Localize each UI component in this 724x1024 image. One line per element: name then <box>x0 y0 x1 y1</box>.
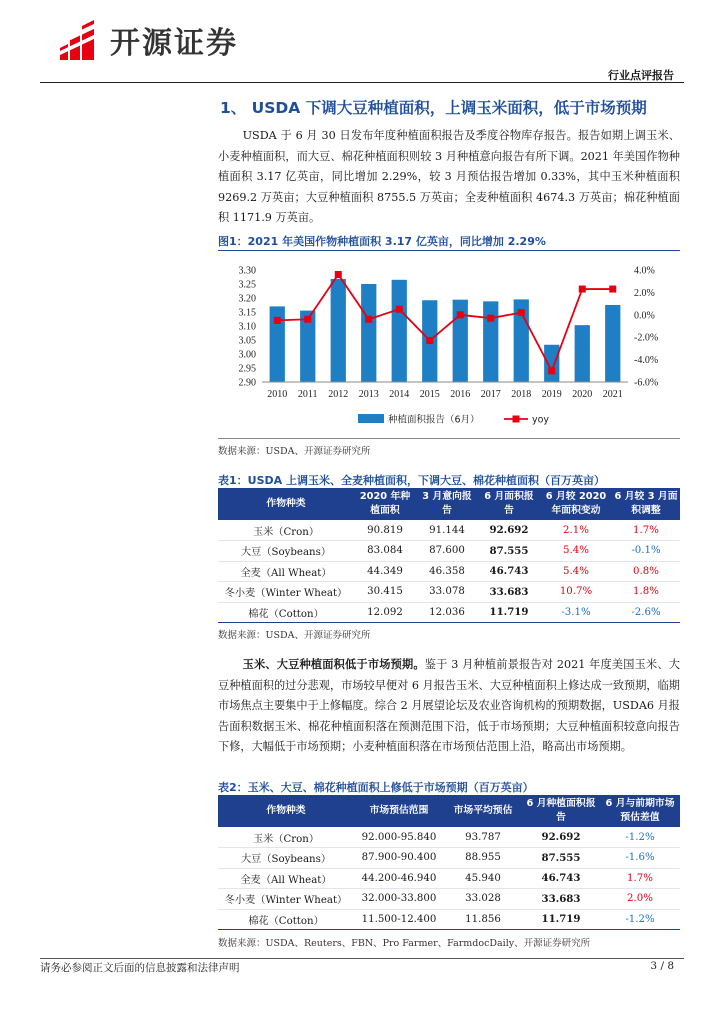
page-number: 3 / 8 <box>650 960 674 972</box>
table2-body <box>218 827 680 930</box>
yoy-point <box>609 286 616 293</box>
chart-bar <box>575 325 590 382</box>
table-cell: 92.692 <box>478 520 540 541</box>
table-cell: 冬小麦（Winter Wheat） <box>218 889 354 910</box>
analysis-lead: 玉米、大豆种植面积低于市场预期。 <box>242 657 425 671</box>
analysis-body: 鉴于 3 月种植前景报告对 2021 年度美国玉米、大豆种植面积的过分悲观，市场较早便对 6 月报告玉米、大豆种植面积上修达成一致预期，临期市场焦点主要集中于上修幅度。综合 2 月展望论坛及农业咨询机构的预期数据，USDA6 月报告面积数据玉米、棉花种植面积落在预测范围下沿，低于市场预期；大豆种植面积较意向报告下修，大幅低于市场预期；小麦种植面积落在市场预估范围上沿，略高出市场预期。 <box>218 658 680 753</box>
analysis-paragraph <box>218 654 680 758</box>
y-right-tick-label: -4.0% <box>634 355 659 367</box>
table-row <box>218 541 680 562</box>
y-left-tick-label: 3.00 <box>238 349 256 361</box>
table-cell: 30.415 <box>354 582 416 603</box>
table-cell: -2.6% <box>612 602 680 623</box>
x-tick-label: 2016 <box>450 389 471 400</box>
table-cell: 87.600 <box>416 541 478 562</box>
table-cell: -3.1% <box>540 602 612 623</box>
table-cell: 87.555 <box>478 541 540 562</box>
table-cell: 10.7% <box>540 582 612 603</box>
chart-bar <box>361 284 376 382</box>
y-left-tick-label: 3.30 <box>238 265 256 277</box>
table-row <box>218 827 680 848</box>
table-row <box>218 848 680 869</box>
intro-paragraph: USDA 于 6 月 30 日发布年度种植面积报告及季度谷物库存报告。报告如期上调玉米、小麦种植面积，而大豆、棉花种植面积则较 3 月种植意向报告有所下调。2021 年美国作物种植面积 3.17 亿英亩，同比增加 2.29%，较 3 月预估报告增加 0.33%，其中玉米种植面积 9269.2 万英亩；大豆种植面积 8755.5 万英亩；全麦种植面积 4674.3 万英亩；棉花种植面积 1171.9 万英亩。 <box>218 129 680 224</box>
yoy-point <box>365 316 372 323</box>
yoy-line <box>277 274 613 370</box>
table-cell: 46.743 <box>478 561 540 582</box>
table-cell: -0.1% <box>612 541 680 562</box>
chart-bar <box>392 280 407 382</box>
y-right-tick-label: -2.0% <box>634 332 659 344</box>
y-right-tick-label: 2.0% <box>634 287 655 299</box>
table-cell: 0.8% <box>612 561 680 582</box>
brand-logo <box>58 18 238 62</box>
table-cell: 11.856 <box>444 909 522 930</box>
y-left-tick-label: 3.25 <box>238 279 256 291</box>
chart-bar <box>331 279 346 382</box>
table-cell: 33.028 <box>444 889 522 910</box>
y-right-tick-label: 4.0% <box>634 265 655 277</box>
x-tick-label: 2018 <box>511 389 532 400</box>
table-cell: 1.7% <box>612 520 680 541</box>
report-type-label: 行业点评报告 <box>608 69 674 82</box>
table-cell: 92.692 <box>522 827 600 848</box>
table-cell: 46.358 <box>416 561 478 582</box>
figure1-source-rule <box>218 438 680 439</box>
table2-source: 数据来源：USDA、Reuters、FBN、Pro Farmer、FarmdocDaily、开源证券研究所 <box>218 938 591 949</box>
table1-header-cell: 3 月意向报告 <box>416 488 478 520</box>
table-cell: 5.4% <box>540 561 612 582</box>
table-cell: -1.6% <box>600 848 680 869</box>
table-cell: 12.092 <box>354 602 416 623</box>
table1 <box>218 488 680 623</box>
table-cell: 83.084 <box>354 541 416 562</box>
table-cell: 5.4% <box>540 541 612 562</box>
table2-header-cell: 市场预估范围 <box>354 795 444 827</box>
table-cell: 2.0% <box>600 889 680 910</box>
table1-source: 数据来源：USDA、开源证券研究所 <box>218 630 371 641</box>
planting-area-chart <box>218 256 680 436</box>
yoy-point <box>396 306 403 313</box>
yoy-point <box>426 337 433 344</box>
table-cell: 大豆（Soybeans） <box>218 541 354 562</box>
table-cell: 44.349 <box>354 561 416 582</box>
brand-name: 开源证券 <box>110 26 238 61</box>
table-cell: 33.683 <box>478 582 540 603</box>
table-row <box>218 909 680 930</box>
table1-header-cell: 作物种类 <box>218 488 354 520</box>
table-cell: 2.1% <box>540 520 612 541</box>
brand-mark-icon <box>58 18 102 62</box>
x-tick-label: 2014 <box>389 389 410 400</box>
table-cell: 88.955 <box>444 848 522 869</box>
table-cell: 冬小麦（Winter Wheat） <box>218 582 354 603</box>
table2-header-cell: 作物种类 <box>218 795 354 827</box>
y-left-tick-label: 3.15 <box>238 307 256 319</box>
table-cell: 90.819 <box>354 520 416 541</box>
table2-header-row <box>218 795 680 827</box>
table-cell: 87.555 <box>522 848 600 869</box>
header-divider <box>40 82 684 83</box>
chart-bar <box>605 305 620 382</box>
table1-caption: 表1：USDA 上调玉米、全麦种植面积，下调大豆、棉花种植面积（百万英亩） <box>218 474 605 487</box>
table-cell: 1.8% <box>612 582 680 603</box>
y-right-tick-label: 0.0% <box>634 310 655 322</box>
x-tick-label: 2011 <box>297 389 318 400</box>
x-tick-label: 2012 <box>328 389 349 400</box>
section-title: 1、 USDA 下调大豆种植面积，上调玉米面积，低于市场预期 <box>220 99 647 117</box>
x-tick-label: 2021 <box>602 389 623 400</box>
table-cell: 91.144 <box>416 520 478 541</box>
table-cell: 棉花（Cotton） <box>218 602 354 623</box>
table1-header-cell: 6 月面积报告 <box>478 488 540 520</box>
y-left-tick-label: 2.90 <box>238 377 256 389</box>
table-cell: 46.743 <box>522 868 600 889</box>
y-left-tick-label: 3.10 <box>238 321 256 333</box>
x-tick-label: 2020 <box>572 389 593 400</box>
figure1-caption-rule <box>218 250 680 251</box>
legend-label: yoy <box>532 414 550 426</box>
table2-header-cell: 6 月与前期市场预估差值 <box>600 795 680 827</box>
table-cell: 87.900-90.400 <box>354 848 444 869</box>
yoy-point <box>274 317 281 324</box>
x-tick-label: 2013 <box>358 389 379 400</box>
table2-header-cell: 市场平均预估 <box>444 795 522 827</box>
y-left-tick-label: 3.20 <box>238 293 256 305</box>
table-cell: 45.940 <box>444 868 522 889</box>
footer-divider <box>40 958 684 959</box>
table-cell: 12.036 <box>416 602 478 623</box>
table2-caption: 表2：玉米、大豆、棉花种植面积上修低于市场预期（百万英亩） <box>218 781 534 794</box>
table1-header-row <box>218 488 680 520</box>
table-cell: 全麦（All Wheat） <box>218 868 354 889</box>
yoy-point <box>335 271 342 278</box>
table-cell: 44.200-46.940 <box>354 868 444 889</box>
yoy-point <box>579 286 586 293</box>
table1-header-cell: 6 月较 3 月面积调整 <box>612 488 680 520</box>
table-cell: 11.500-12.400 <box>354 909 444 930</box>
page-header <box>0 0 724 90</box>
table2-header-cell: 6 月种植面积报告 <box>522 795 600 827</box>
footer-disclaimer: 请务必参阅正文后面的信息披露和法律声明 <box>40 962 240 974</box>
yoy-point <box>518 309 525 316</box>
table-cell: 11.719 <box>522 909 600 930</box>
table1-header-cell: 6 月较 2020 年面积变动 <box>540 488 612 520</box>
table-cell: 33.078 <box>416 582 478 603</box>
y-right-tick-label: -6.0% <box>634 377 659 389</box>
yoy-point <box>304 316 311 323</box>
yoy-point <box>457 311 464 318</box>
table-row <box>218 868 680 889</box>
yoy-point <box>548 367 555 374</box>
table-row <box>218 561 680 582</box>
table-cell: 全麦（All Wheat） <box>218 561 354 582</box>
table1-header-cell: 2020 年种植面积 <box>354 488 416 520</box>
x-tick-label: 2017 <box>480 389 501 400</box>
table-cell: 1.7% <box>600 868 680 889</box>
table-row <box>218 520 680 541</box>
table-cell: 玉米（Cron） <box>218 827 354 848</box>
yoy-point <box>487 315 494 322</box>
table-row <box>218 602 680 623</box>
table1-body <box>218 520 680 623</box>
table-cell: 33.683 <box>522 889 600 910</box>
legend-label: 种植面积报告（6月） <box>388 414 480 426</box>
table-cell: 32.000-33.800 <box>354 889 444 910</box>
x-tick-label: 2015 <box>419 389 440 400</box>
x-tick-label: 2010 <box>267 389 288 400</box>
table2 <box>218 795 680 930</box>
legend-line-marker <box>513 416 520 423</box>
table-cell: 93.787 <box>444 827 522 848</box>
chart-bar <box>483 301 498 382</box>
table-row <box>218 582 680 603</box>
table-cell: 棉花（Cotton） <box>218 909 354 930</box>
y-left-tick-label: 2.95 <box>238 363 256 375</box>
x-tick-label: 2019 <box>541 389 562 400</box>
table-cell: 大豆（Soybeans） <box>218 848 354 869</box>
figure1-source: 数据来源：USDA、开源证券研究所 <box>218 446 371 457</box>
legend-bar-swatch <box>358 414 384 423</box>
table-cell: -1.2% <box>600 909 680 930</box>
y-left-tick-label: 3.05 <box>238 335 256 347</box>
table-cell: 玉米（Cron） <box>218 520 354 541</box>
table-row <box>218 889 680 910</box>
table-cell: -1.2% <box>600 827 680 848</box>
table-cell: 11.719 <box>478 602 540 623</box>
figure1-caption: 图1：2021 年美国作物种植面积 3.17 亿英亩，同比增加 2.29% <box>218 235 546 248</box>
chart-bar <box>544 345 559 382</box>
table-cell: 92.000-95.840 <box>354 827 444 848</box>
